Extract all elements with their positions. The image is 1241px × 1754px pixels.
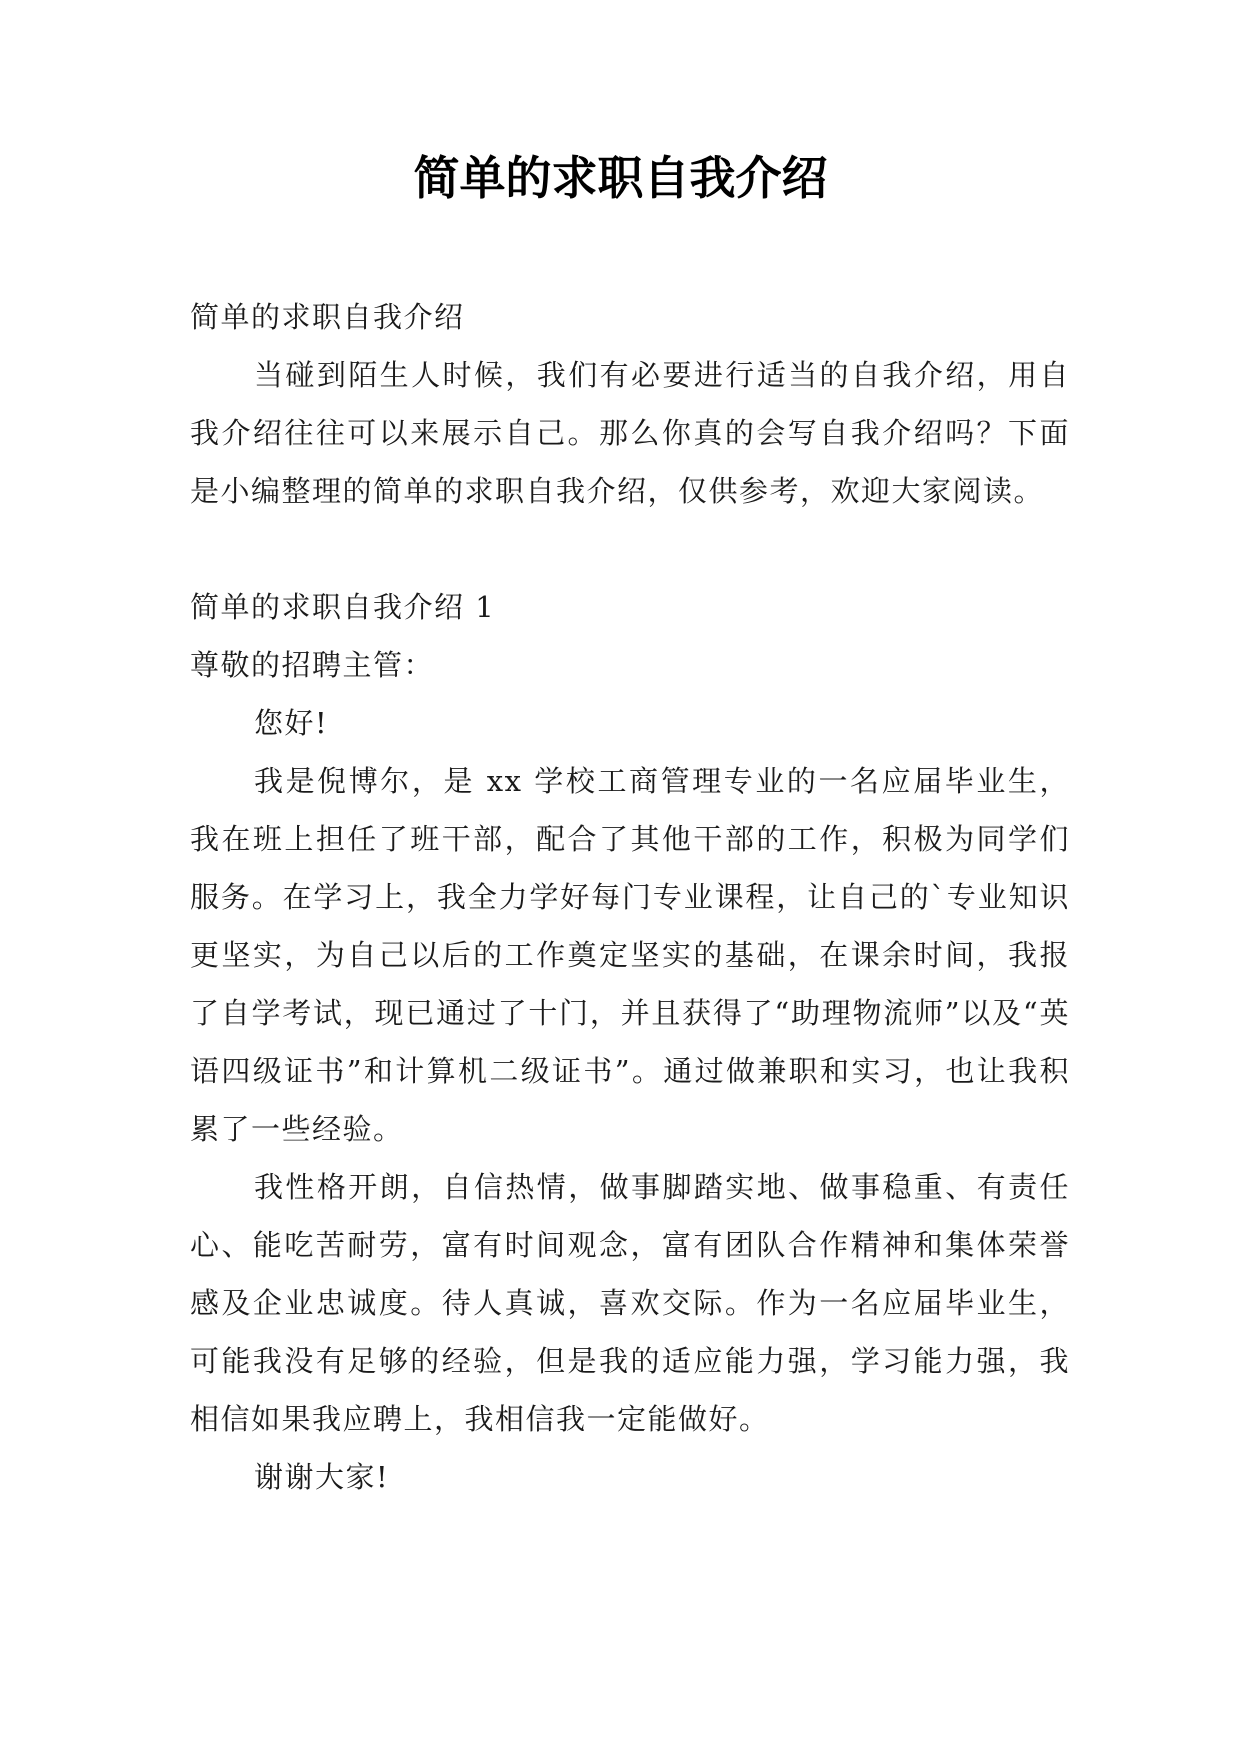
- intro-paragraph: 当碰到陌生人时候，我们有必要进行适当的自我介绍，用自我介绍往往可以来展示自己。那么你真的会写自我介绍吗？下面是小编整理的简单的求职自我介绍，仅供参考，欢迎大家阅读。: [190, 358, 1070, 508]
- document-body: [190, 288, 1070, 1506]
- salutation: 尊敬的招聘主管：: [190, 648, 435, 682]
- body-paragraph: 我是倪博尔，是 xx 学校工商管理专业的一名应届毕业生，我在班上担任了班干部，配合了其他干部的工作，积极为同学们服务。在学习上，我全力学好每门专业课程，让自己的`专业知识更坚实，为自己以后的工作奠定坚实的基础，在课余时间，我报了自学考试，现已通过了十门，并且获得了“助理物流师”以及“英语四级证书”和计算机二级证书”。通过做兼职和实习，也让我积累了一些经验。: [190, 764, 1070, 1146]
- closing: 谢谢大家!: [254, 1460, 390, 1494]
- section-heading: 简单的求职自我介绍: [190, 300, 465, 334]
- body-paragraph: 我性格开朗，自信热情，做事脚踏实地、做事稳重、有责任心、能吃苦耐劳，富有时间观念，富有团队合作精神和集体荣誉感及企业忠诚度。待人真诚，喜欢交际。作为一名应届毕业生，可能我没有足够的经验，但是我的适应能力强，学习能力强，我相信如果我应聘上，我相信我一定能做好。: [190, 1170, 1070, 1436]
- document-title: 简单的求职自我介绍: [413, 151, 828, 205]
- section-heading-1: 简单的求职自我介绍 1: [190, 590, 496, 624]
- greeting: 您好!: [254, 706, 329, 740]
